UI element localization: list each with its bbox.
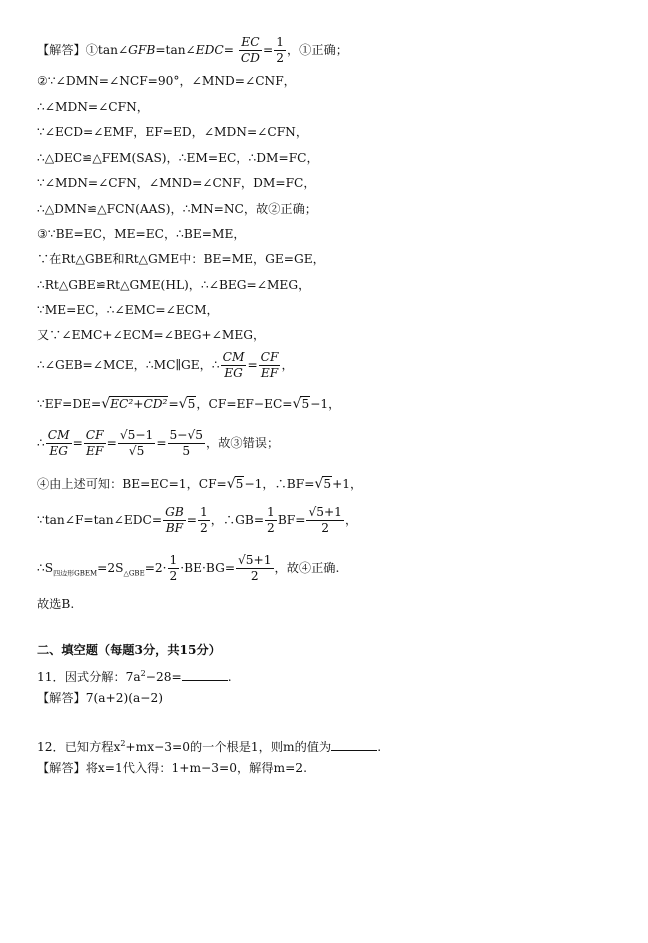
fraction: [265, 505, 277, 536]
answer-line-12: 又∵∠EMC+∠ECM=∠BEG+∠MEG，: [37, 328, 266, 342]
answer-blank: [331, 739, 377, 751]
text: .: [377, 740, 382, 755]
text: ∴∠GEB=∠MCE，∴MC∥GE，∴: [37, 358, 220, 372]
superscript: 2: [140, 669, 146, 678]
fraction: [118, 428, 156, 459]
numerator: 1: [200, 505, 208, 519]
text: ∴S: [37, 561, 54, 575]
denominator: BF: [165, 521, 184, 535]
fraction: [239, 35, 262, 66]
text: 【解答】①tan∠: [37, 43, 129, 57]
answer-line-14: [37, 396, 340, 412]
numerator: 5−√5: [169, 428, 204, 442]
text: =2S: [97, 561, 124, 575]
numerator: CM: [222, 350, 245, 364]
text: =tan∠: [155, 43, 196, 57]
numerator: √5+1: [308, 505, 342, 519]
text: ，: [281, 358, 294, 372]
answer-line-7: ∴△DMN≌△FCN(AAS)，∴MN=NC，故②正确；: [37, 202, 317, 216]
denominator: 2: [276, 51, 284, 65]
question-11: [37, 666, 232, 685]
denominator: 2: [321, 521, 330, 535]
fraction: [236, 553, 274, 584]
fraction: [274, 35, 286, 66]
denominator: 2: [200, 521, 208, 535]
fraction: [168, 428, 206, 459]
denominator: 5: [182, 444, 191, 458]
numerator: EC: [239, 35, 262, 51]
numerator: CM: [47, 428, 70, 442]
numerator: 1: [276, 35, 284, 49]
sqrt-sign-icon: √: [178, 396, 188, 412]
answer-line-2: ②∵∠DMN=∠NCF=90°，∠MND=∠CNF，: [37, 74, 296, 88]
sqrt-sign-icon: √: [226, 476, 236, 492]
text: −28=: [145, 670, 182, 685]
fraction: [198, 505, 210, 536]
sqrt-sign-icon: √: [292, 396, 302, 412]
answer-12: 【解答】将x=1代入得：1+m−3=0，解得m=2.: [37, 761, 307, 775]
text: =: [156, 436, 167, 450]
superscript: 2: [120, 739, 126, 748]
answer-line-8: ③∵BE=EC，ME=EC，∴BE=ME，: [37, 227, 246, 241]
answer-line-18: [37, 553, 339, 584]
denominator: EF: [260, 366, 279, 380]
text: GFB: [128, 43, 156, 57]
answer-line-1: [37, 35, 348, 66]
answer-line-17: [37, 505, 357, 536]
radicand: 5: [323, 477, 332, 491]
answer-line-10: ∴Rt△GBE≌Rt△GME(HL)，∴∠BEG=∠MEG，: [37, 278, 311, 292]
denominator: 2: [250, 569, 259, 583]
text: =: [262, 43, 274, 57]
denominator: 2: [169, 569, 178, 583]
text: =: [247, 358, 258, 372]
denominator: 2: [267, 521, 275, 535]
numerator: GB: [165, 505, 184, 519]
answer-line-13: [37, 350, 294, 381]
fraction: [168, 553, 180, 584]
text: BF=: [277, 513, 306, 527]
denominator: EG: [224, 366, 243, 380]
text: −1，∴BF=: [244, 477, 315, 491]
text: EDC: [195, 43, 224, 57]
answer-line-11: ∵ME=EC，∴∠EMC=∠ECM，: [37, 303, 219, 317]
numerator: √5−1: [119, 428, 154, 442]
radicand: EC²+CD²: [110, 397, 168, 411]
fraction: [163, 505, 186, 536]
sqrt-sign-icon: √: [314, 476, 324, 492]
answer-line-15: [37, 428, 279, 459]
numerator: CF: [260, 350, 279, 364]
answer-line-9: ∵在Rt△GBE和Rt△GME中：BE=ME，GE=GE，: [37, 252, 325, 266]
text: ，: [344, 513, 358, 527]
text: 12．已知方程x: [37, 740, 121, 755]
text: ，①正确；: [286, 43, 348, 57]
text: +mx−3=0的一个根是1，则m的值为: [125, 740, 332, 755]
text: +1，: [332, 477, 363, 491]
fraction: [46, 428, 72, 459]
radicand: 5: [235, 477, 244, 491]
radicand: 5: [301, 397, 310, 411]
denominator: EG: [49, 444, 68, 458]
text: =: [186, 513, 197, 527]
radicand: 5: [187, 397, 196, 411]
subscript: △GBE: [123, 569, 145, 578]
sqrt-sign-icon: √: [101, 396, 111, 412]
numerator: 1: [267, 505, 275, 519]
numerator: √5+1: [238, 553, 272, 567]
text: 11．因式分解：7a: [37, 670, 141, 685]
text: ∵tan∠F=tan∠EDC=: [37, 513, 163, 527]
text: ，故③错误；: [206, 436, 280, 450]
text: −1，: [310, 397, 341, 411]
subscript: 四边形GBEM: [53, 569, 98, 578]
fraction: [259, 350, 281, 381]
text: =: [223, 43, 234, 57]
text: =2·: [144, 561, 167, 575]
answer-line-4: ∵∠ECD=∠EMF，EF=ED，∠MDN=∠CFN，: [37, 125, 309, 139]
answer-blank: [182, 669, 228, 681]
text: ，故④正确.: [274, 561, 340, 575]
numerator: CF: [85, 428, 104, 442]
question-12: [37, 736, 381, 755]
denominator: CD: [240, 51, 260, 65]
section-heading: 二、填空题（每题3分，共15分）: [37, 643, 221, 657]
answer-line-6: ∵∠MDN=∠CFN，∠MND=∠CNF，DM=FC，: [37, 176, 316, 190]
text: =: [168, 397, 179, 411]
answer-11: 【解答】7(a+2)(a−2): [37, 691, 163, 705]
text: =: [72, 436, 83, 450]
fraction: [84, 428, 106, 459]
answer-line-5: ∴△DEC≌△FEM(SAS)，∴EM=EC，∴DM=FC，: [37, 151, 319, 165]
fraction: [306, 505, 344, 536]
text: ·BE·BG=: [180, 561, 236, 575]
answer-line-3: ∴∠MDN=∠CFN，: [37, 100, 149, 114]
answer-conclusion: 故选B.: [37, 597, 75, 611]
fraction: [221, 350, 247, 381]
numerator: 1: [169, 553, 178, 567]
text: .: [227, 670, 232, 685]
text: =: [106, 436, 117, 450]
text: ④由上述可知：BE=EC=1，CF=: [37, 477, 227, 491]
answer-line-16: [37, 476, 362, 492]
text: ∴: [37, 436, 45, 450]
denominator: √5: [128, 444, 145, 458]
denominator: EF: [86, 444, 104, 458]
text: ，CF=EF−EC=: [196, 397, 293, 411]
text: ∵EF=DE=: [37, 397, 102, 411]
text: ，∴GB=: [210, 513, 265, 527]
